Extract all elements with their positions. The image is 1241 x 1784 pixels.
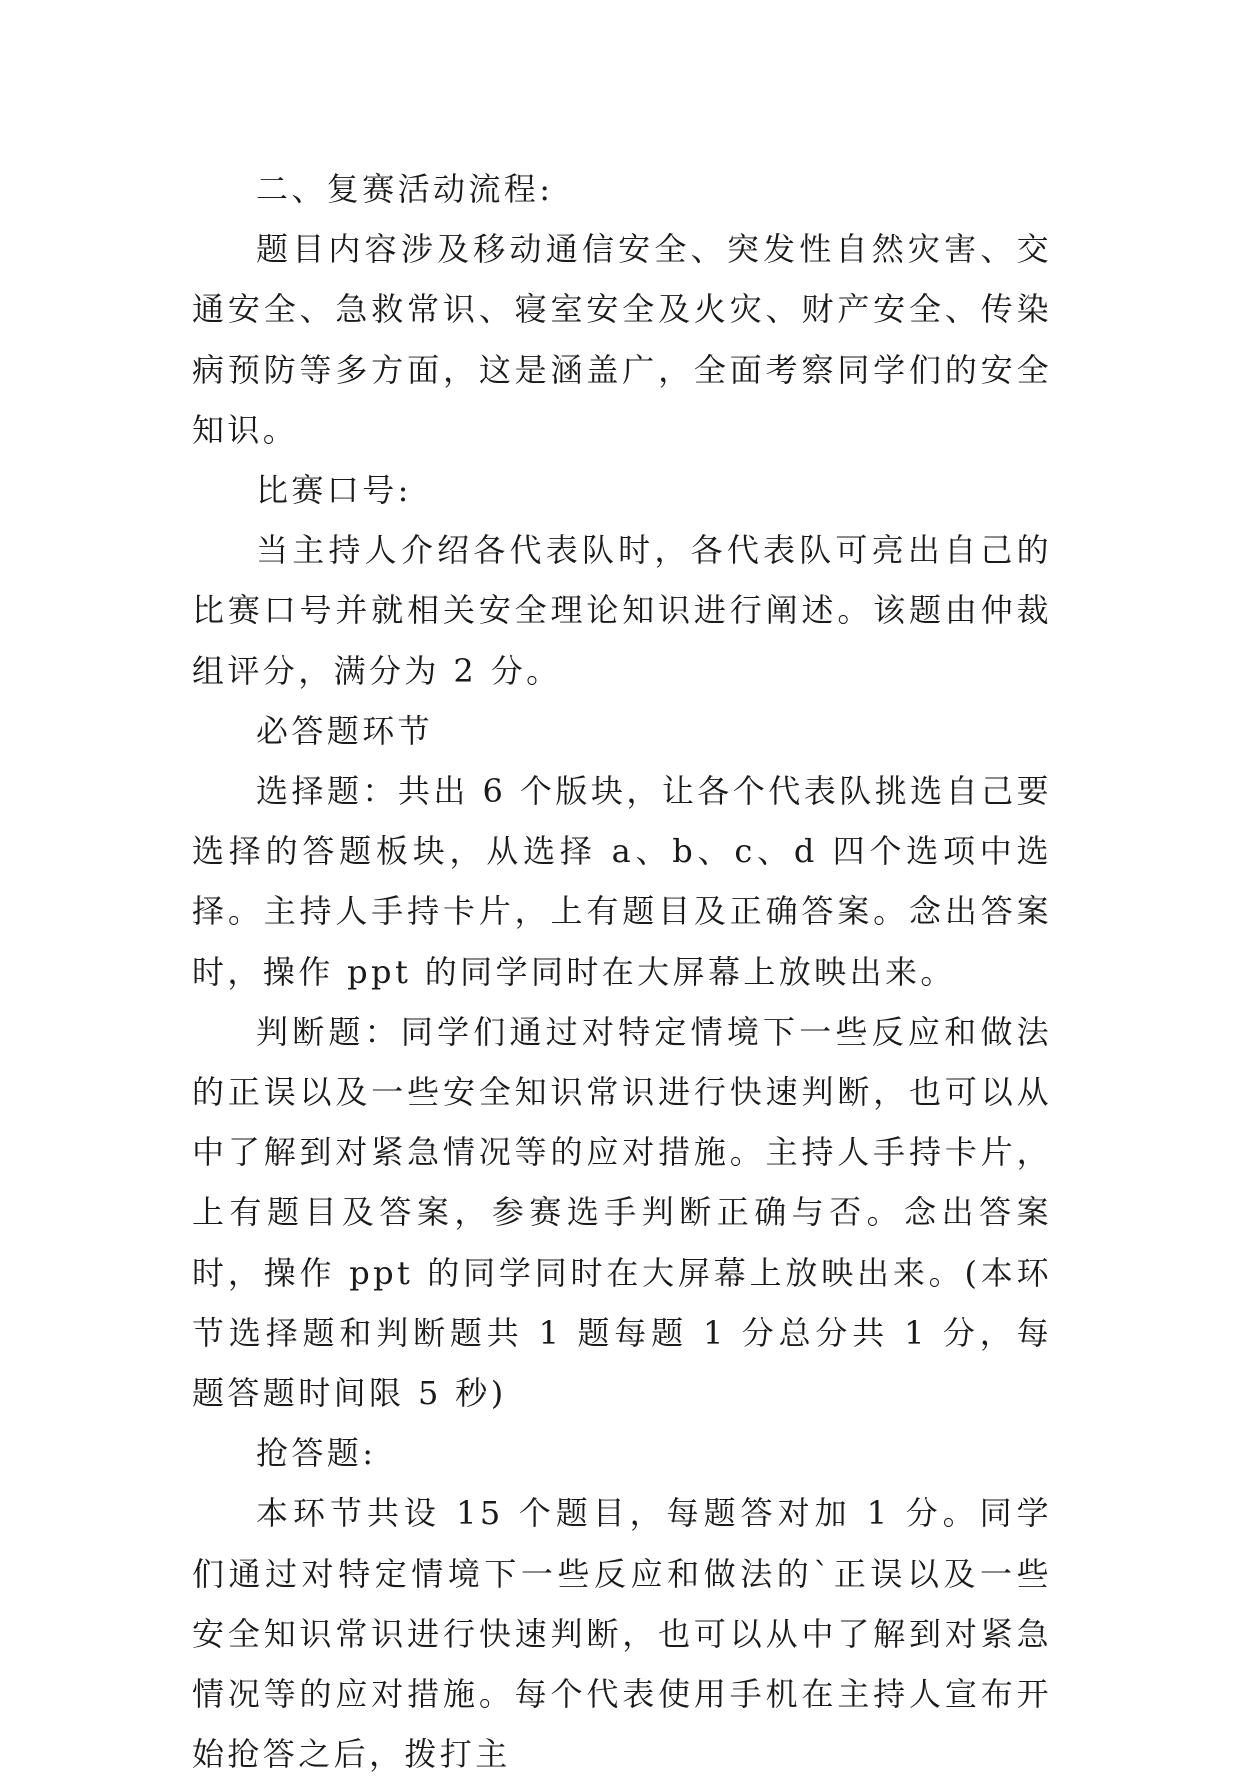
heading-competition-slogan: 比赛口号:: [256, 471, 412, 510]
heading-required-questions: 必答题环节: [256, 711, 434, 750]
document-body: [192, 159, 1052, 1784]
section-heading-rematch-process: 二、复赛活动流程:: [256, 170, 554, 208]
paragraph-true-false: 判断题：同学们通过对特定情境下一些反应和做法的正误以及一些安全知识常识进行快速判断，也可以从中了解到对紧急情况等的应对措施。主持人手持卡片，上有题目及答案，参赛选手判断正确与否。念出答案时，操作 ppt 的同学同时在大屏幕上放映出来。(本环节选择题和判断题共 1 题每题 1 分总分共 1 分，每题答题时间限 5 秒): [192, 1012, 1052, 1413]
paragraph-topic-scope: 题目内容涉及移动通信安全、突发性自然灾害、交通安全、急救常识、寝室安全及火灾、财产安全、传染病预防等多方面，这是涵盖广，全面考察同学们的安全知识。: [192, 230, 1052, 449]
paragraph-multiple-choice: 选择题：共出 6 个版块，让各个代表队挑选自己要选择的答题板块，从选择 a、b、c、d 四个选项中选择。主持人手持卡片，上有题目及正确答案。念出答案时，操作 ppt 的同学同时在大屏幕上放映出来。: [192, 772, 1052, 991]
paragraph-slogan-rules: 当主持人介绍各代表队时，各代表队可亮出自己的比赛口号并就相关安全理论知识进行阐述。该题由仲裁组评分，满分为 2 分。: [192, 531, 1052, 690]
heading-quick-answer: 抢答题:: [256, 1434, 377, 1473]
paragraph-quick-answer-rules: 本环节共设 15 个题目，每题答对加 1 分。同学们通过对特定情境下一些反应和做法的`正误以及一些安全知识常识进行快速判断，也可以从中了解到对紧急情况等的应对措施。每个代表使用手机在主持人宣布开始抢答之后，拨打主: [192, 1494, 1052, 1774]
